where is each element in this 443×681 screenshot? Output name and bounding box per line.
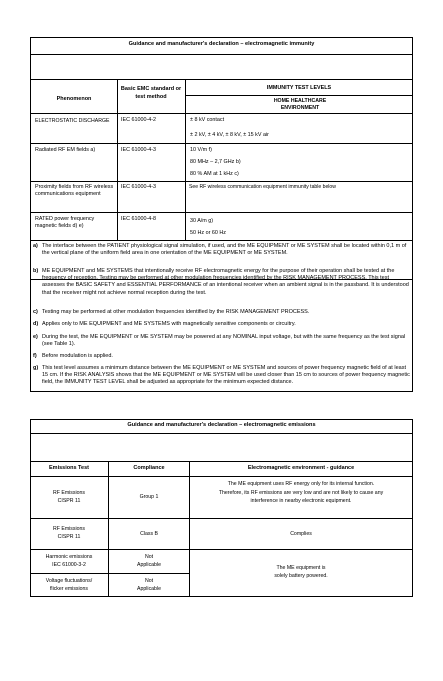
footnote [33, 309, 411, 316]
table-row-compliance [109, 553, 189, 569]
table-row-level: 80 MHz – 2,7 GHz b) [190, 159, 241, 165]
cell-line: Class B [140, 531, 158, 537]
table-row-standard: IEC 61000-4-2 [121, 117, 157, 123]
footnote [33, 268, 411, 297]
column-header-test: Emissions Test [49, 465, 89, 471]
table-row-level: ± 8 kV contact [190, 117, 225, 123]
footnote-text: ME EQUIPMENT and ME SYSTEMS that intentionally receive RF electromagnetic energy for the purpose of their operation shall be tested at the frequency of reception. Testing may be performed at other modulation frequencies identified by the RISK MANAGEMENT PROCESS. This test assesses the BASIC SAFETY and ESSENTIAL PERFORMANCE of an intentional receiver when an ambient signal is in the passband. It is understood that the receiver might not achieve normal reception during the test. [42, 268, 409, 296]
cell-line: Applicable [137, 586, 161, 592]
emissions-title: Guidance and manufacturer's declaration – electromagnetic emissions [127, 422, 316, 428]
footnote-text: During the test, the ME EQUIPMENT or ME SYSTEM may be powered at any NOMINAL input voltage, but with the same frequency as the test signal (see Table 1). [42, 334, 406, 348]
table-row-standard: IEC 61000-4-3 [121, 147, 157, 153]
cell-line: CISPR 11 [57, 534, 81, 540]
table-row-standard: IEC 61000-4-3 [121, 184, 157, 190]
table-row-compliance [109, 493, 189, 501]
column-header-phenomenon: Phenomenon [56, 96, 92, 102]
footnote [33, 243, 411, 257]
cell-line: Voltage fluctuations/ [45, 578, 93, 584]
table-row-level: 10 V/m f) [190, 147, 212, 153]
footnote [33, 365, 411, 387]
cell-line: IEC 61000-3-2 [52, 562, 86, 568]
cell-line: solely battery powered. [274, 573, 328, 579]
footnote-text: Applies only to ME EQUIPMENT and ME SYSTEMS with magnetically sensitive components or circuitry. [42, 321, 296, 327]
guidance-text [190, 480, 412, 506]
table-row-level: ± 2 kV, ± 4 kV, ± 8 kV, ± 15 kV air [190, 132, 269, 138]
cell-line: RF Emissions [53, 526, 85, 532]
footnote-text: Testing may be performed at other modulation frequencies identified by the RISK MANAGEMENT PROCESS. [42, 309, 310, 315]
cell-line: Applicable [137, 562, 161, 568]
cell-line: The ME equipment is [276, 565, 326, 571]
table-row-phenomenon: Proximity fields from RF wireless communications equipment [35, 184, 114, 197]
cell-line: Not [144, 578, 154, 584]
footnote-mark: a) [33, 243, 38, 249]
footnote-mark: d) [33, 321, 39, 327]
cell-line: CISPR 11 [57, 498, 81, 504]
column-header-environment: HOME HEALTHCARE ENVIRONMENT [273, 98, 327, 111]
column-header-guidance: Electromagnetic environment - guidance [247, 465, 355, 471]
column-header-standard: Basic EMC standard or test method [120, 86, 182, 100]
table-row-phenomenon: RATED power frequency magnetic fields d) e) [35, 216, 95, 230]
table-row-level: 30 A/m g) [190, 218, 214, 224]
cell-line: Harmonic emissions [45, 554, 93, 560]
cell-line: The ME equipment uses RF energy only for its internal function. [227, 481, 375, 487]
footnote [33, 321, 411, 328]
table-row-level: 80 % AM at 1 kHz c) [190, 171, 239, 177]
footnote-mark: g) [33, 365, 39, 371]
cell-line: Therefore, its RF emissions are very low and are not likely to cause any [218, 489, 384, 496]
footnote-mark: f) [33, 353, 37, 359]
footnote [33, 353, 411, 360]
table-row-level: See RF wireless communication equipment immunity table below [189, 184, 336, 190]
guidance-text [190, 530, 412, 538]
table-row-standard: IEC 61000-4-8 [121, 216, 157, 222]
table-row-phenomenon: ELECTROSTATIC DISCHARGE [35, 118, 110, 124]
cell-line: flicker emissions [49, 586, 89, 592]
cell-line: interference in nearby electronic equipment. [250, 498, 352, 504]
guidance-text [190, 564, 412, 580]
footnote-mark: b) [33, 268, 39, 274]
table-row-phenomenon: Radiated RF EM fields a) [35, 147, 96, 153]
table-row-test [30, 553, 108, 569]
table-row-test [30, 489, 108, 505]
table-row-compliance [109, 577, 189, 593]
footnote [33, 334, 411, 348]
table-row-test [30, 525, 108, 541]
table-row-test [30, 577, 108, 593]
footnote-mark: c) [33, 309, 38, 315]
footnote-text: Before modulation is applied. [42, 353, 113, 359]
cell-line: Not [144, 554, 154, 560]
cell-line: Complies [290, 531, 312, 537]
cell-line: Group 1 [139, 494, 159, 500]
immunity-title: Guidance and manufacturer's declaration – electromagnetic immunity [128, 41, 315, 47]
column-header-compliance: Compliance [133, 465, 165, 471]
footnote-text: The interface between the PATIENT physiological signal simulation, if used, and the ME EQUIPMENT or ME SYSTEM shall be located within 0,1 m of the vertical plane of the uniform field area in one orientation of the ME EQUIPMENT or ME SYSTEM. [42, 243, 407, 257]
column-header-levels: IMMUNITY TEST LEVELS [266, 85, 332, 91]
cell-line: RF Emissions [53, 490, 85, 496]
footnote-text: This test level assumes a minimum distance between the ME EQUIPMENT or ME SYSTEM and sources of power frequency magnetic field of at least 15 cm. If the RISK ANALYSIS shows that the ME EQUIPMENT or ME SYSTEM will be used closer than 15 cm to sources of power frequency magnetic field, the IMMUNITY TEST LEVEL shall be adjusted as appropriate for the minimum expected distance. [42, 365, 410, 386]
table-row-compliance [109, 530, 189, 538]
footnote-mark: e) [33, 334, 38, 340]
table-row-level: 50 Hz or 60 Hz [190, 230, 226, 236]
